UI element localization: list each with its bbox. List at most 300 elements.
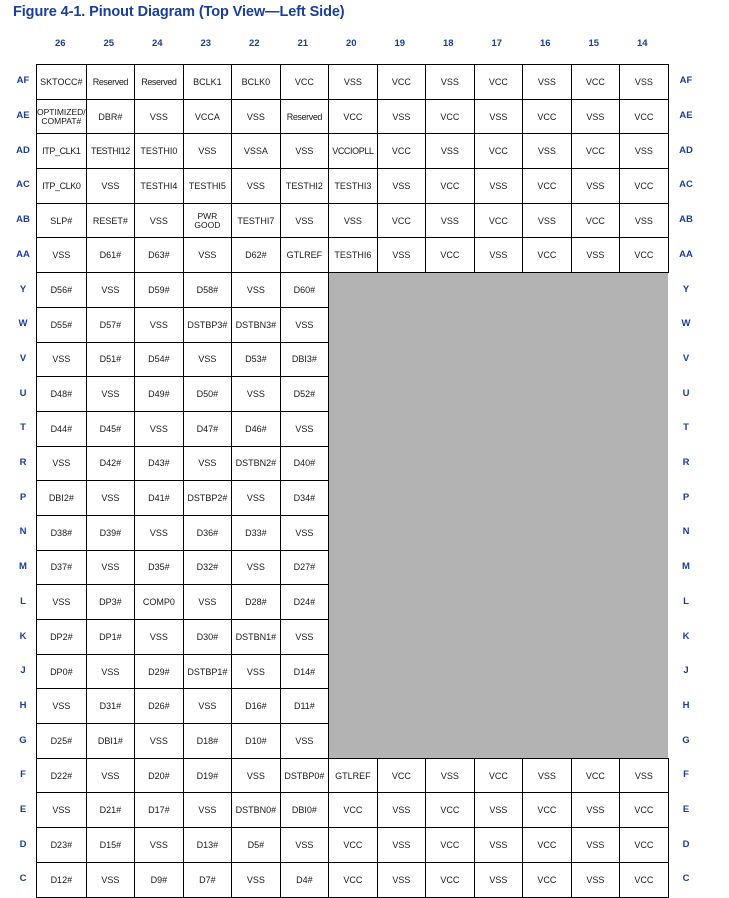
pin-cell: D15# <box>86 828 135 863</box>
pin-cell: VCC <box>523 862 572 897</box>
pin-cell: DSTBN3# <box>232 307 281 342</box>
pin-cell: TESTHI0 <box>135 134 184 169</box>
pin-cell: D55# <box>37 307 87 342</box>
row-header-right: AD <box>679 144 693 156</box>
row-header-right: F <box>683 769 689 781</box>
row-header-right: M <box>682 561 690 573</box>
pin-cell: VSS <box>474 862 523 897</box>
pin-cell: D32# <box>183 550 232 585</box>
column-header: 20 <box>345 38 357 49</box>
pin-cell: VCC <box>523 238 572 273</box>
pin-cell: VSS <box>183 134 232 169</box>
row-header-right: P <box>682 491 690 503</box>
pin-cell: VSS <box>523 758 572 793</box>
pin-row <box>37 273 669 308</box>
pin-cell: D46# <box>232 411 281 446</box>
pin-cell: VSS <box>135 515 184 550</box>
row-header-left: AD <box>16 144 30 156</box>
pin-cell: Reserved <box>135 65 184 100</box>
row-header-right: L <box>683 595 689 607</box>
pin-cell: D43# <box>135 446 184 481</box>
pin-cell: D24# <box>280 585 329 620</box>
pin-cell: VSS <box>329 203 378 238</box>
pin-cell: D16# <box>232 689 281 724</box>
pin-cell: VSS <box>232 550 281 585</box>
row-header-right: AB <box>679 214 693 226</box>
pin-cell: VCC <box>329 793 378 828</box>
pin-row <box>37 446 669 481</box>
pin-cell: D39# <box>86 515 135 550</box>
pin-cell: VSS <box>523 65 572 100</box>
row-header-right: V <box>682 352 690 364</box>
row-header-right: H <box>682 699 690 711</box>
pin-row <box>37 620 669 655</box>
pin-cell: D20# <box>135 758 184 793</box>
row-header-left: R <box>19 457 27 469</box>
pin-cell: VSS <box>86 169 135 204</box>
pin-cell: D49# <box>135 377 184 412</box>
unpopulated-region <box>329 620 669 655</box>
pin-cell: VCC <box>426 169 475 204</box>
pin-cell: VSS <box>37 446 87 481</box>
row-header-right: E <box>682 804 690 816</box>
column-header: 17 <box>491 38 503 49</box>
pin-cell: ITP_CLK0 <box>37 169 87 204</box>
pin-row <box>37 203 669 238</box>
pin-cell: VSS <box>183 342 232 377</box>
pin-cell: VCC <box>426 862 475 897</box>
pin-row <box>37 99 669 134</box>
pin-cell: DSTBP3# <box>183 307 232 342</box>
pin-cell: D22# <box>37 758 87 793</box>
pin-cell: DP0# <box>37 654 87 689</box>
pin-cell: VSS <box>474 828 523 863</box>
pin-cell: VSS <box>329 65 378 100</box>
pin-cell: VSS <box>86 654 135 689</box>
pin-cell: D37# <box>37 550 87 585</box>
pin-cell: VSS <box>571 828 620 863</box>
pin-cell: VSS <box>571 238 620 273</box>
pin-cell: D13# <box>183 828 232 863</box>
pin-cell: D19# <box>183 758 232 793</box>
pin-cell: DSTBP0# <box>280 758 329 793</box>
pin-row <box>37 238 669 273</box>
row-header-right: W <box>681 318 691 330</box>
pin-cell: VCC <box>620 793 669 828</box>
row-header-right: Y <box>682 283 690 295</box>
pin-cell: VSS <box>135 203 184 238</box>
pin-cell: VSS <box>183 446 232 481</box>
pin-cell: VSS <box>86 550 135 585</box>
pin-cell: VSS <box>377 862 426 897</box>
unpopulated-region <box>329 654 669 689</box>
pin-cell: D29# <box>135 654 184 689</box>
column-header: 18 <box>442 38 454 49</box>
column-header: 19 <box>394 38 406 49</box>
pin-cell: ITP_CLK1 <box>37 134 87 169</box>
pin-cell: TESTHI12 <box>86 134 135 169</box>
pin-cell: VSS <box>377 793 426 828</box>
pin-cell: D58# <box>183 273 232 308</box>
pin-cell: D57# <box>86 307 135 342</box>
pin-cell: D62# <box>232 238 281 273</box>
row-header-left: D <box>19 838 27 850</box>
pin-cell: VSS <box>232 99 281 134</box>
pin-cell: VCC <box>377 65 426 100</box>
pin-cell: VSS <box>183 793 232 828</box>
pin-cell: DP1# <box>86 620 135 655</box>
pin-cell: VSS <box>37 689 87 724</box>
pin-cell: VSS <box>232 273 281 308</box>
column-header: 22 <box>248 38 260 49</box>
row-header-right: D <box>682 838 690 850</box>
pin-cell: D26# <box>135 689 184 724</box>
column-header: 21 <box>297 38 309 49</box>
pin-cell: VCC <box>571 65 620 100</box>
pin-cell: D36# <box>183 515 232 550</box>
pin-cell: D60# <box>280 273 329 308</box>
pin-row <box>37 724 669 759</box>
row-header-left: C <box>19 873 27 885</box>
pin-cell: VSS <box>37 238 87 273</box>
row-header-left: L <box>20 595 26 607</box>
pin-cell: VCC <box>523 169 572 204</box>
pin-cell: D50# <box>183 377 232 412</box>
pin-cell: VSS <box>280 724 329 759</box>
row-header-left: F <box>20 769 26 781</box>
row-header-left: AB <box>16 214 30 226</box>
pin-row <box>37 585 669 620</box>
pin-row <box>37 481 669 516</box>
pin-cell: VCC <box>329 828 378 863</box>
pin-cell: VSS <box>183 689 232 724</box>
row-header-left: G <box>19 734 27 746</box>
pin-cell: VSS <box>280 828 329 863</box>
pin-cell: Reserved <box>280 99 329 134</box>
pin-cell: D5# <box>232 828 281 863</box>
pin-row <box>37 758 669 793</box>
unpopulated-region <box>329 550 669 585</box>
pin-cell: VSS <box>474 99 523 134</box>
figure-title: Figure 4-1. Pinout Diagram (Top View—Left Side) <box>13 4 345 20</box>
pin-cell: GTLREF <box>329 758 378 793</box>
pin-cell: VSS <box>183 238 232 273</box>
pin-cell: DBI3# <box>280 342 329 377</box>
pin-cell: D11# <box>280 689 329 724</box>
pin-cell: VSS <box>86 377 135 412</box>
pin-cell: D30# <box>183 620 232 655</box>
pin-row <box>37 793 669 828</box>
row-header-left: E <box>19 804 27 816</box>
pin-cell: VSS <box>571 99 620 134</box>
pin-cell: VSS <box>474 238 523 273</box>
pin-cell: DSTBP2# <box>183 481 232 516</box>
pinout-grid <box>36 64 669 898</box>
pin-cell: D63# <box>135 238 184 273</box>
pin-cell: VCC <box>280 65 329 100</box>
row-header-left: V <box>19 352 27 364</box>
row-header-right: K <box>682 630 690 642</box>
pin-cell: VSS <box>232 169 281 204</box>
pin-cell: D31# <box>86 689 135 724</box>
pin-cell: VSS <box>232 654 281 689</box>
pin-cell: VSS <box>280 203 329 238</box>
pin-cell: VCC <box>523 828 572 863</box>
row-header-right: AE <box>679 110 693 122</box>
pin-cell: VCC <box>523 793 572 828</box>
pin-cell: VSS <box>135 307 184 342</box>
pin-row <box>37 169 669 204</box>
pin-cell: VSS <box>232 758 281 793</box>
pin-cell: D35# <box>135 550 184 585</box>
pin-cell: VSS <box>426 134 475 169</box>
row-header-left: Y <box>19 283 27 295</box>
pin-cell: D40# <box>280 446 329 481</box>
pin-cell: DBR# <box>86 99 135 134</box>
row-header-left: W <box>18 318 28 330</box>
pin-cell: VCC <box>474 758 523 793</box>
pin-cell: VCCIOPLL <box>329 134 378 169</box>
pin-cell: TESTHI7 <box>232 203 281 238</box>
pin-cell: VSS <box>232 862 281 897</box>
pin-cell: VCC <box>329 862 378 897</box>
pin-cell: VCCA <box>183 99 232 134</box>
pin-cell: VCC <box>620 862 669 897</box>
pin-cell: D25# <box>37 724 87 759</box>
pin-cell: DSTBN2# <box>232 446 281 481</box>
pin-cell: COMP0 <box>135 585 184 620</box>
pin-row <box>37 411 669 446</box>
pin-cell: VCC <box>571 134 620 169</box>
pin-cell: VSS <box>37 342 87 377</box>
pin-cell: VSS <box>620 203 669 238</box>
pin-cell: VSS <box>232 377 281 412</box>
column-header: 25 <box>103 38 115 49</box>
pin-cell: VSS <box>135 724 184 759</box>
pin-cell: VSS <box>377 169 426 204</box>
pin-cell: VSS <box>86 758 135 793</box>
pin-cell: D21# <box>86 793 135 828</box>
pin-row <box>37 828 669 863</box>
pin-cell: VSS <box>280 620 329 655</box>
pin-cell: VCC <box>523 99 572 134</box>
pin-row <box>37 515 669 550</box>
pin-cell: D18# <box>183 724 232 759</box>
unpopulated-region <box>329 411 669 446</box>
row-header-right: AC <box>679 179 693 191</box>
pin-cell: VSS <box>37 585 87 620</box>
pin-cell: VSS <box>86 273 135 308</box>
pin-row <box>37 65 669 100</box>
pin-cell: D9# <box>135 862 184 897</box>
column-header: 15 <box>588 38 600 49</box>
row-header-right: J <box>683 665 689 677</box>
column-header: 24 <box>151 38 163 49</box>
row-header-left: T <box>20 422 26 434</box>
pin-cell: RESET# <box>86 203 135 238</box>
pin-cell: TESTHI4 <box>135 169 184 204</box>
pin-cell: OPTIMIZED/ COMPAT# <box>37 99 87 134</box>
pin-cell: Reserved <box>86 65 135 100</box>
pin-cell: SKTOCC# <box>37 65 87 100</box>
pin-cell: VCC <box>474 134 523 169</box>
row-header-left: AF <box>16 75 30 87</box>
pin-cell: DBI2# <box>37 481 87 516</box>
row-header-left: N <box>19 526 27 538</box>
column-header: 14 <box>636 38 648 49</box>
pin-cell: VCC <box>377 134 426 169</box>
pin-cell: VCC <box>329 99 378 134</box>
pin-cell: TESTHI5 <box>183 169 232 204</box>
pin-cell: VSS <box>377 238 426 273</box>
pin-cell: VCC <box>426 99 475 134</box>
pin-cell: D7# <box>183 862 232 897</box>
pin-cell: D51# <box>86 342 135 377</box>
pin-cell: D47# <box>183 411 232 446</box>
unpopulated-region <box>329 307 669 342</box>
pin-cell: GTLREF <box>280 238 329 273</box>
pin-cell: VSS <box>571 862 620 897</box>
pin-cell: SLP# <box>37 203 87 238</box>
pin-cell: VCC <box>377 203 426 238</box>
pin-row <box>37 654 669 689</box>
pin-cell: DSTBN0# <box>232 793 281 828</box>
row-header-left: AC <box>16 179 30 191</box>
pin-cell: PWR GOOD <box>183 203 232 238</box>
pin-cell: DBI0# <box>280 793 329 828</box>
pin-row <box>37 862 669 897</box>
pin-cell: D28# <box>232 585 281 620</box>
unpopulated-region <box>329 515 669 550</box>
pin-row <box>37 134 669 169</box>
column-header: 26 <box>54 38 66 49</box>
unpopulated-region <box>329 446 669 481</box>
pin-cell: VSS <box>523 134 572 169</box>
pin-cell: VCC <box>571 758 620 793</box>
pin-cell: VSS <box>571 169 620 204</box>
pin-cell: DP3# <box>86 585 135 620</box>
pin-cell: D48# <box>37 377 87 412</box>
pin-cell: VSS <box>426 758 475 793</box>
pin-cell: D27# <box>280 550 329 585</box>
pin-cell: VCC <box>426 828 475 863</box>
pin-cell: VCC <box>620 169 669 204</box>
pin-cell: D53# <box>232 342 281 377</box>
pin-cell: VSS <box>280 307 329 342</box>
pin-cell: VSS <box>280 411 329 446</box>
column-header: 16 <box>539 38 551 49</box>
pin-cell: VSS <box>377 828 426 863</box>
column-header: 23 <box>200 38 212 49</box>
pin-cell: VSS <box>135 411 184 446</box>
pin-cell: D10# <box>232 724 281 759</box>
pin-cell: VCC <box>474 203 523 238</box>
row-header-left: J <box>20 665 26 677</box>
pin-cell: VSS <box>37 793 87 828</box>
pin-row <box>37 307 669 342</box>
pin-cell: VSS <box>426 203 475 238</box>
pin-cell: D38# <box>37 515 87 550</box>
row-header-left: AE <box>16 110 30 122</box>
pin-cell: VSS <box>183 585 232 620</box>
pin-cell: VSS <box>135 828 184 863</box>
unpopulated-region <box>329 342 669 377</box>
pin-cell: VSS <box>135 620 184 655</box>
pin-cell: DBI1# <box>86 724 135 759</box>
row-header-right: AA <box>679 248 693 260</box>
pin-cell: VCC <box>426 238 475 273</box>
pin-cell: VSS <box>620 65 669 100</box>
pin-cell: VSS <box>474 169 523 204</box>
pin-cell: D42# <box>86 446 135 481</box>
pin-cell: BCLK1 <box>183 65 232 100</box>
pin-cell: D41# <box>135 481 184 516</box>
pin-cell: VSS <box>620 134 669 169</box>
pin-cell: VSS <box>280 515 329 550</box>
pin-cell: VSS <box>474 793 523 828</box>
pin-cell: VSS <box>135 99 184 134</box>
pin-cell: DP2# <box>37 620 87 655</box>
pin-cell: VSS <box>232 481 281 516</box>
unpopulated-region <box>329 377 669 412</box>
pin-cell: D54# <box>135 342 184 377</box>
pin-row <box>37 689 669 724</box>
pin-cell: DSTBN1# <box>232 620 281 655</box>
pin-cell: VSS <box>86 862 135 897</box>
row-header-left: K <box>19 630 27 642</box>
pin-cell: VSS <box>571 793 620 828</box>
pin-cell: VCC <box>426 793 475 828</box>
pin-cell: VCC <box>474 65 523 100</box>
row-header-right: U <box>682 387 690 399</box>
row-header-right: R <box>682 457 690 469</box>
row-header-left: AA <box>16 248 30 260</box>
unpopulated-region <box>329 273 669 308</box>
pin-cell: D52# <box>280 377 329 412</box>
unpopulated-region <box>329 481 669 516</box>
pin-cell: D34# <box>280 481 329 516</box>
pin-cell: VCC <box>620 99 669 134</box>
row-header-right: AF <box>679 75 693 87</box>
pin-cell: VCC <box>377 758 426 793</box>
pin-cell: D59# <box>135 273 184 308</box>
pin-cell: D56# <box>37 273 87 308</box>
row-header-right: T <box>683 422 689 434</box>
pin-cell: VSS <box>426 65 475 100</box>
pin-cell: D33# <box>232 515 281 550</box>
row-header-left: M <box>19 561 27 573</box>
pin-row <box>37 342 669 377</box>
row-header-left: U <box>19 387 27 399</box>
pin-cell: D17# <box>135 793 184 828</box>
pin-cell: DSTBP1# <box>183 654 232 689</box>
row-header-right: N <box>682 526 690 538</box>
pin-cell: VSS <box>86 481 135 516</box>
pin-cell: VSS <box>280 134 329 169</box>
row-header-right: G <box>682 734 690 746</box>
pin-cell: D44# <box>37 411 87 446</box>
pin-row <box>37 550 669 585</box>
pin-cell: D45# <box>86 411 135 446</box>
pin-cell: D23# <box>37 828 87 863</box>
pin-cell: VSS <box>620 758 669 793</box>
pin-cell: VCC <box>571 203 620 238</box>
pin-cell: D14# <box>280 654 329 689</box>
unpopulated-region <box>329 585 669 620</box>
pin-cell: D61# <box>86 238 135 273</box>
pin-cell: VSSA <box>232 134 281 169</box>
pin-cell: D4# <box>280 862 329 897</box>
